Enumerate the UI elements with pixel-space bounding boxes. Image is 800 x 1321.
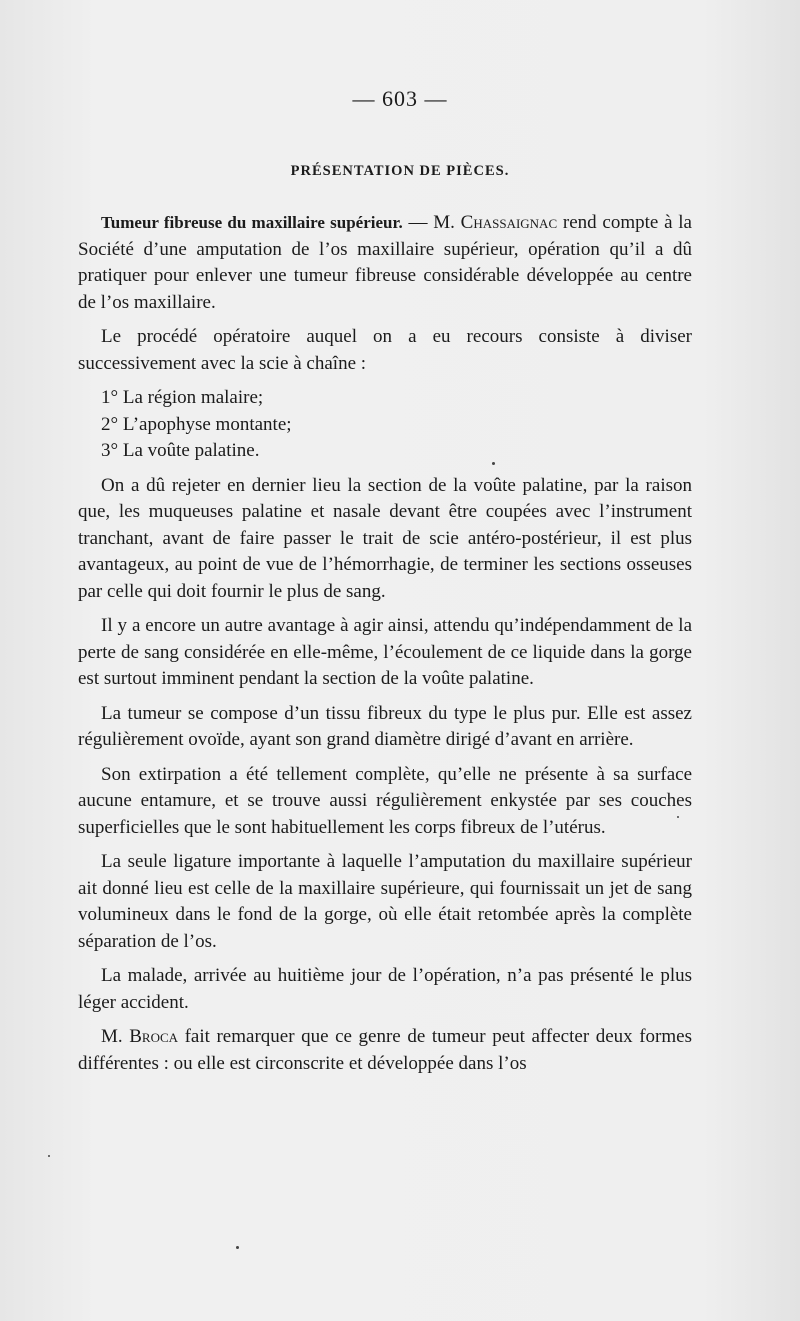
- paragraph-3: On a dû rejeter en dernier lieu la section de la voûte palatine, par la raison que, les muqueuses palatine et nasale devant être coupées avec l’instrument tranchant, avant de faire passer le trait de scie antéro-postérieur, il est plus avantageux, au point de vue de l’hémorrhagie, de terminer les sections osseuses par celle qui doit fournir le plus de sang.: [78, 474, 692, 602]
- ink-speck: [48, 1155, 50, 1157]
- body-text: [78, 210, 692, 1085]
- paragraph-4: Il y a encore un autre avantage à agir ainsi, attendu qu’indépendamment de la perte de sang considérée en elle-même, l’écoulement de ce liquide dans la gorge est surtout imminent pendant la section de la voûte palatine.: [78, 615, 692, 689]
- paragraph-lead: Tumeur fibreuse du maxillaire supérieur.: [101, 213, 403, 232]
- paragraph-7: La seule ligature importante à laquelle l’amputation du maxillaire supérieur ait donné lieu est celle de la maxillaire supérieure, qui fournissait un jet de sang volumineux dans le fond de la gorge, où elle était retombée après la complète séparation de l’os.: [78, 851, 692, 952]
- ink-speck: [236, 1246, 239, 1249]
- list-item: 1° La région malaire;: [101, 387, 264, 408]
- procedure-list: [78, 385, 692, 465]
- ink-speck: [492, 462, 495, 465]
- speaker-prefix: M.: [101, 1026, 130, 1047]
- speaker-name: Broca: [129, 1026, 179, 1047]
- ink-speck: [677, 816, 679, 818]
- paragraph-9: [78, 1024, 692, 1077]
- section-title: PRÉSENTATION DE PIÈCES.: [290, 163, 510, 179]
- list-item: 2° L’apophyse montante;: [101, 413, 292, 435]
- paragraph-1-text: rend compte à la Société d’une amputation de l’os maxillaire supérieur, opération qu’il a dû pratiquer pour enlever une tumeur fibreuse considérable développée au centre de l’os maxillaire.: [78, 212, 692, 313]
- paragraph-6: Son extirpation a été tellement complète, qu’elle ne présente à sa surface aucune entamure, et se trouve aussi régulièrement enkystée par ses couches superficielles que le sont habituellement les corps fibreux de l’utérus.: [78, 763, 692, 838]
- paragraph-5: La tumeur se compose d’un tissu fibreux du type le plus pur. Elle est assez régulièrement ovoïde, ayant son grand diamètre dirigé d’avant en arrière.: [78, 702, 692, 750]
- paragraph-2: Le procédé opératoire auquel on a eu recours consiste à diviser successivement avec la scie à chaîne :: [78, 326, 692, 374]
- paragraph-9-text: fait remarquer que ce genre de tumeur peut affecter deux formes différentes : ou elle est circonscrite et développée dans l’os: [78, 1026, 692, 1074]
- author-name: Chassaignac: [460, 212, 558, 233]
- page-number: — 603 —: [352, 86, 448, 111]
- paragraph-1: [78, 210, 692, 316]
- paragraph-8: La malade, arrivée au huitième jour de l’opération, n’a pas présenté le plus léger accident.: [78, 965, 692, 1013]
- lead-dash: — M.: [402, 212, 461, 233]
- list-item: 3° La voûte palatine.: [101, 440, 260, 461]
